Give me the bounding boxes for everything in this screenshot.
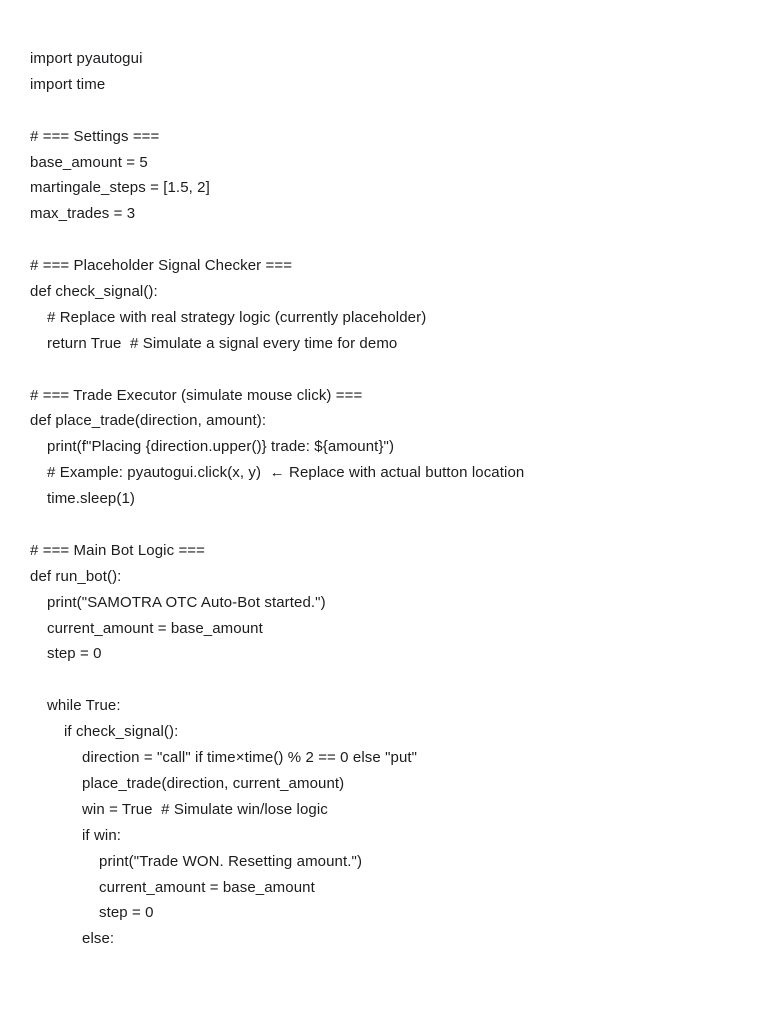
code-line: current_amount = base_amount [99, 878, 315, 896]
code-line: import pyautogui [30, 50, 143, 67]
code-line: win = True # Simulate win/lose logic [82, 800, 328, 818]
code-line: def run_bot(): [30, 567, 122, 585]
code-line: def place_trade(direction, amount): [30, 412, 267, 430]
code-line: while True: [47, 697, 121, 715]
note-body[interactable] [30, 46, 750, 952]
blank-line [30, 667, 750, 693]
code-line: import time [30, 75, 106, 93]
code-line: if check_signal(): [64, 723, 179, 741]
code-line: if win: [82, 826, 122, 844]
code-comment: # === Trade Executor (simulate mouse click) === [30, 386, 363, 404]
code-comment: # Replace with real strategy logic (currently placeholder) [47, 308, 427, 326]
code-line: print("Trade WON. Resetting amount.") [99, 852, 363, 870]
code-line: return True # Simulate a signal every time for demo [47, 334, 398, 352]
blank-line [30, 512, 750, 538]
blank-line [30, 227, 750, 253]
code-line: print(f"Placing {direction.upper()} trade: ${amount}") [47, 438, 395, 456]
code-line: current_amount = base_amount [47, 619, 263, 637]
code-line: martingale_steps = [1.5, 2] [30, 179, 210, 197]
code-line: base_amount = 5 [30, 153, 148, 171]
code-comment: # === Settings === [30, 127, 160, 145]
code-comment: # Example: pyautogui.click(x, y) ← Replace with actual button location [47, 464, 525, 482]
code-line: max_trades = 3 [30, 205, 136, 223]
code-line: direction = "call" if time×time() % 2 == 0 else "put" [82, 749, 418, 767]
blank-line [30, 357, 750, 383]
blank-line [30, 98, 750, 124]
code-line: else: [82, 930, 115, 948]
code-line: print("SAMOTRA OTC Auto-Bot started.") [47, 593, 326, 611]
code-comment: # === Main Bot Logic === [30, 541, 206, 559]
code-line: def check_signal(): [30, 283, 158, 301]
code-line: time.sleep(1) [47, 490, 135, 508]
code-comment: # === Placeholder Signal Checker === [30, 257, 293, 275]
code-line: place_trade(direction, current_amount) [82, 774, 345, 792]
code-line: step = 0 [47, 645, 102, 663]
code-line: step = 0 [99, 904, 154, 922]
